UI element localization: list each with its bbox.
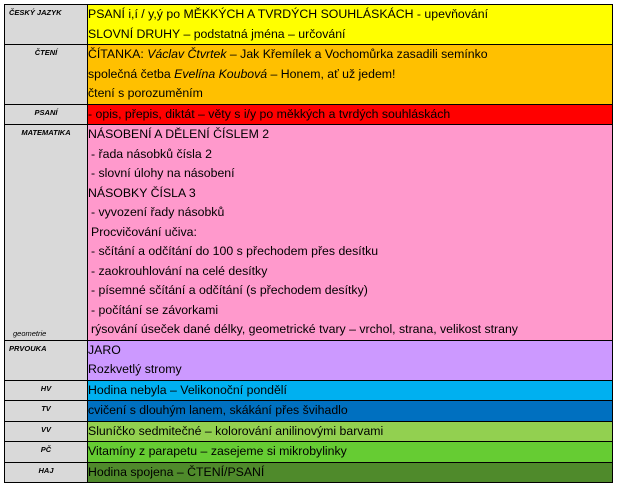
content-line: rýsování úseček dané délky, geometrické tvary – vrchol, strana, velikost strany <box>91 322 518 336</box>
content-cell <box>88 5 613 45</box>
content-line: - vyvození řady násobků <box>91 205 225 219</box>
content-cell <box>88 462 613 483</box>
content-line: čtení s porozuměním <box>88 86 203 100</box>
content-cell <box>88 340 613 380</box>
content-line <box>88 45 612 65</box>
content-cell <box>88 125 613 341</box>
subject-sublabel: geometrie <box>13 328 47 338</box>
content-cell <box>88 45 613 105</box>
row-vv <box>5 421 613 442</box>
content-line: PSANÍ i,í / y,ý po MĚKKÝCH A TVRDÝCH SOUHLÁSKÁCH - upevňování <box>88 7 489 21</box>
subject-label: PSANÍ <box>34 107 58 117</box>
content-line: Hodina nebyla – Velikonoční pondělí <box>88 382 287 397</box>
subject-label: TV <box>41 404 51 413</box>
subject-label: MATEMATIKA <box>21 128 71 137</box>
subject-cell <box>5 462 88 483</box>
row-prvouka <box>5 340 613 380</box>
content-line: Procvičování učiva: <box>91 224 197 239</box>
subject-cell <box>5 104 88 125</box>
content-cell <box>88 104 613 125</box>
content-line: NÁSOBKY ČÍSLA 3 <box>88 185 196 200</box>
subject-label: PČ <box>40 445 52 454</box>
row-tv <box>5 401 613 422</box>
content-cell <box>88 401 613 422</box>
row-psani <box>5 104 613 125</box>
row-hv <box>5 380 613 401</box>
weekly-plan-table <box>4 4 613 483</box>
subject-label: HV <box>40 383 52 393</box>
content-text: společná četba <box>88 66 175 81</box>
subject-cell <box>5 401 88 422</box>
subject-cell <box>5 340 88 380</box>
content-text: ČÍTANKA: <box>88 47 148 61</box>
content-line: Vitamíny z parapetu – zasejeme si mikrobylinky <box>88 444 347 458</box>
content-cell <box>88 421 613 442</box>
subject-cell <box>5 442 88 463</box>
content-line: Hodina spojena – ČTENÍ/PSANÍ <box>88 464 265 479</box>
row-cteni <box>5 45 613 105</box>
content-line: - řada násobků čísla 2 <box>91 146 212 161</box>
row-cesky-jazyk <box>5 5 613 45</box>
content-line: - písemné sčítání a odčítání (s přechodem desítky) <box>91 283 368 297</box>
subject-cell <box>5 380 88 401</box>
content-line: - počítání se závorkami <box>91 302 219 317</box>
content-text: – Jak Křemílek a Vochomůrka zasadili semínko <box>226 47 488 61</box>
row-matematika <box>5 125 613 341</box>
subject-label: PRVOUKA <box>9 343 47 353</box>
subject-label: ČTENÍ <box>34 48 58 57</box>
content-line <box>88 65 612 85</box>
subject-label: ČESKÝ JAZYK <box>9 8 62 17</box>
content-line: - opis, přepis, diktát – věty s i/y po měkkých a tvrdých souhláskách <box>88 106 451 121</box>
subject-label: HAJ <box>38 465 54 475</box>
content-line: cvičení s dlouhým lanem, skákání přes švihadlo <box>88 403 348 417</box>
subject-cell <box>5 5 88 45</box>
content-line: Sluníčko sedmitečné – kolorování anilinovými barvami <box>88 423 384 438</box>
row-haj <box>5 462 613 483</box>
content-line: SLOVNÍ DRUHY – podstatná jména – určování <box>88 26 346 41</box>
content-line: Rozkvetlý stromy <box>88 362 182 376</box>
content-cell <box>88 442 613 463</box>
content-cell <box>88 380 613 401</box>
subject-label: VV <box>40 424 51 434</box>
content-line: - slovní úlohy na násobení <box>91 166 235 180</box>
content-text: – Honem, ať už jedem! <box>267 66 396 81</box>
content-line: NÁSOBENÍ A DĚLENÍ ČÍSLEM 2 <box>88 127 270 141</box>
author-name: Evelína Koubová <box>174 66 268 81</box>
content-line: - zaokrouhlování na celé desítky <box>91 263 268 278</box>
subject-cell <box>5 125 88 341</box>
content-line: JARO <box>88 342 121 357</box>
subject-cell <box>5 421 88 442</box>
author-name: Václav Čtvrtek <box>147 47 227 61</box>
subject-cell <box>5 45 88 105</box>
row-pc <box>5 442 613 463</box>
content-line: - sčítání a odčítání do 100 s přechodem přes desítku <box>91 244 379 258</box>
